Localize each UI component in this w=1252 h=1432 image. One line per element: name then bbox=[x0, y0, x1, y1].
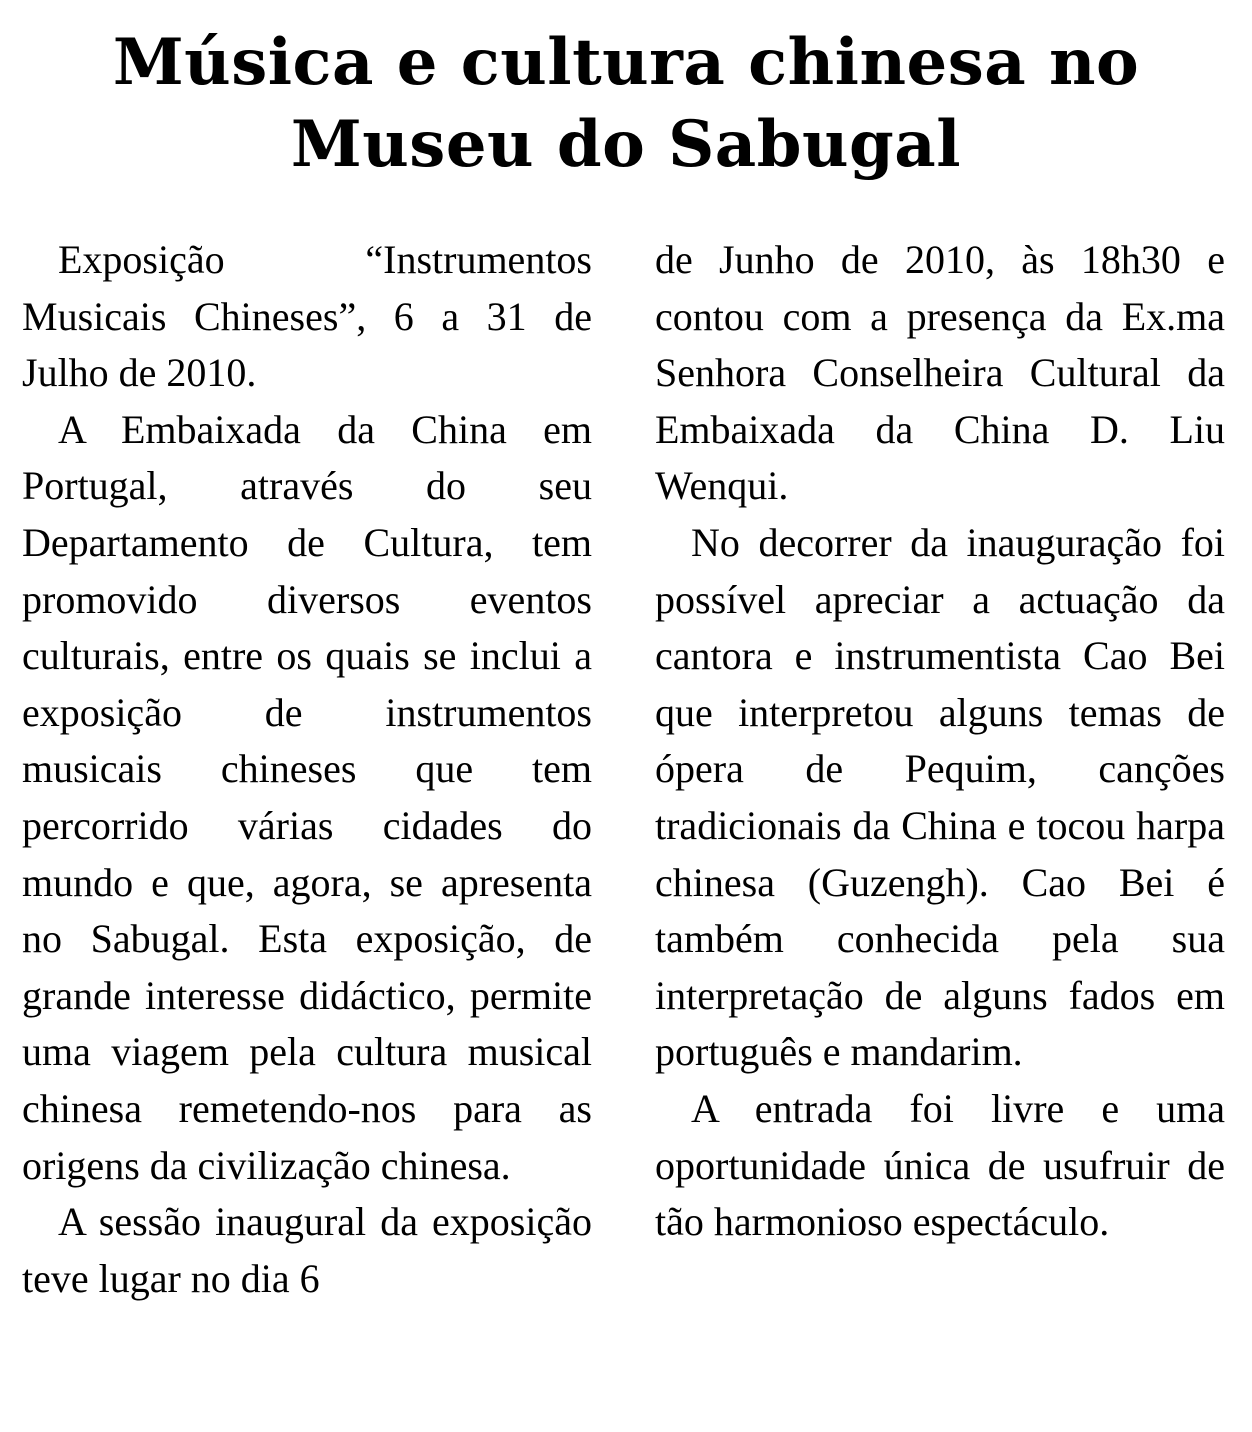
right-column bbox=[655, 232, 1225, 1251]
paragraph-exhibition-dates: Exposição “Instrumentos Musicais Chineses”, 6 a 31 de Julho de 2010. bbox=[22, 237, 592, 396]
headline-line-2: Museu do Sabugal bbox=[290, 107, 962, 182]
paragraph-inaugural-continued: de Junho de 2010, às 18h30 e contou com a presença da Ex.ma Senhora Conselheira Cultural da Embaixada da China D. Liu Wenqui. bbox=[655, 237, 1225, 509]
paragraph-embassy-intro: A Embaixada da China em Portugal, através do seu Departamento de Cultura, tem promovido diversos eventos culturais, entre os quais se inclui a exposição de instrumentos musicais chineses que tem percorrido várias cidades do mundo e que, agora, se apresenta no Sabugal. Esta exposição, de grande interesse didáctico, permite uma viagem pela cultura musical chinesa remetendo-nos para as origens da civilização chinesa. bbox=[22, 406, 592, 1188]
article-headline bbox=[20, 22, 1232, 186]
headline-line-1: Música e cultura chinesa no bbox=[112, 25, 1140, 100]
paragraph-performance: No decorrer da inauguração foi possível apreciar a actuação da cantora e instrumentista Cao Bei que interpretou alguns temas de ópera de Pequim, canções tradicionais da China e tocou harpa chinesa (Guzengh). Cao Bei é também conhecida pela sua interpretação de alguns fados em português e mandarim. bbox=[655, 519, 1225, 1075]
paragraph-inaugural-session: A sessão inaugural da exposição teve lugar no dia 6 bbox=[22, 1199, 592, 1301]
left-column bbox=[22, 232, 592, 1307]
paragraph-free-entry: A entrada foi livre e uma oportunidade única de usufruir de tão harmonioso espectáculo. bbox=[655, 1085, 1225, 1245]
